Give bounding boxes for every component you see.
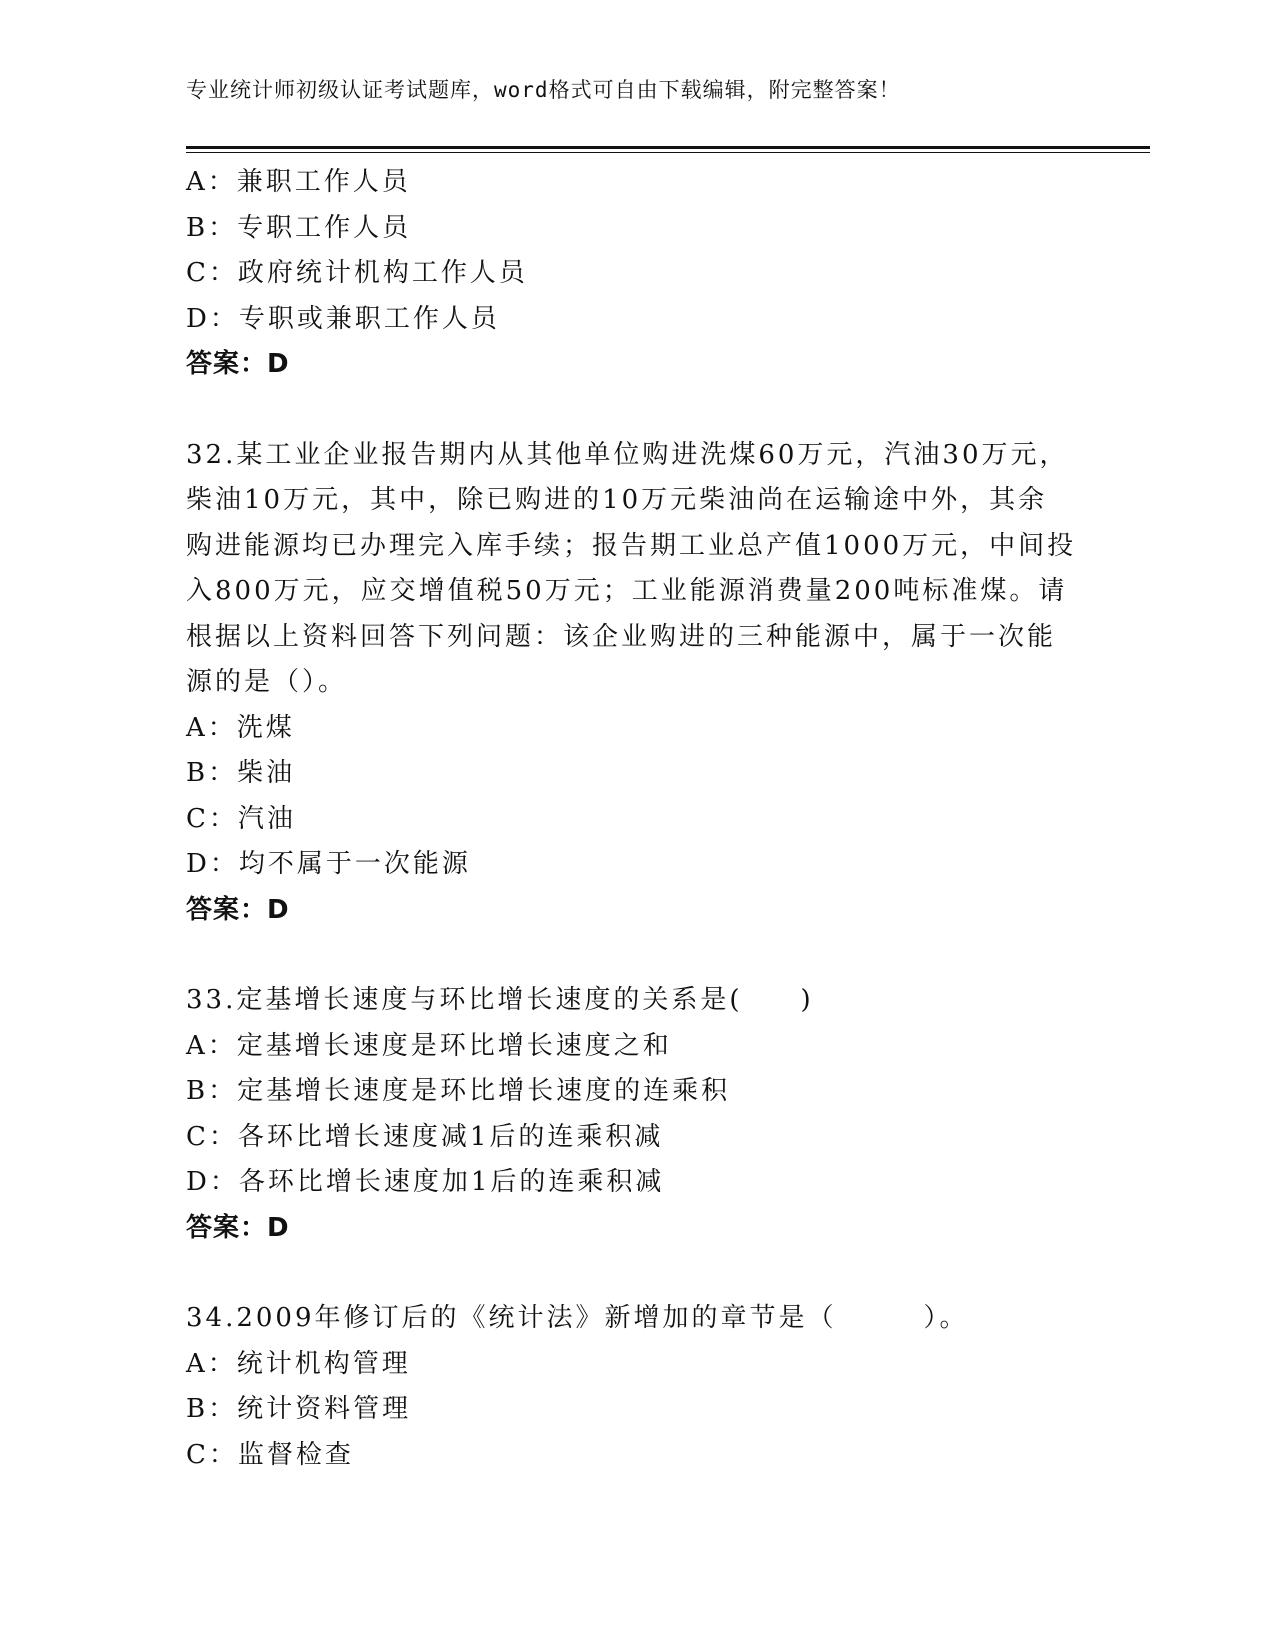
option-b: B：柴油 — [186, 758, 296, 788]
question-33 — [186, 978, 1076, 1251]
option-a: A：统计机构管理 — [186, 1348, 411, 1379]
question-stem-line: 33.定基增长速度与环比增长速度的关系是( ) — [186, 985, 814, 1015]
option-b: B：统计资料管理 — [186, 1394, 412, 1424]
header-rule-thick — [186, 146, 1150, 149]
option-d: D：专职或兼职工作人员 — [186, 303, 500, 334]
document-body — [186, 160, 1076, 1478]
answer: 答案：D — [186, 894, 290, 925]
option-b: B：专职工作人员 — [186, 212, 412, 243]
question-stem-line: 34.2009年修订后的《统计法》新增加的章节是（ ）。 — [186, 1303, 969, 1333]
option-a: A：定基增长速度是环比增长速度之和 — [186, 1030, 672, 1061]
option-a: A：兼职工作人员 — [186, 167, 411, 197]
question-stem-line: 32.某工业企业报告期内从其他单位购进洗煤60万元，汽油30万元， — [186, 439, 1069, 470]
option-c: C：政府统计机构工作人员 — [186, 258, 528, 288]
question-stem-line: 入800万元，应交增值税50万元；工业能源消费量200吨标准煤。请 — [186, 576, 1068, 606]
question-stem-line: 购进能源均已办理完入库手续；报告期工业总产值1000万元，中间投 — [186, 530, 1077, 561]
question-stem-line: 根据以上资料回答下列问题：该企业购进的三种能源中，属于一次能 — [186, 621, 1057, 652]
answer: 答案：D — [186, 349, 290, 379]
option-c: C：各环比增长速度减1后的连乘积减 — [186, 1121, 664, 1152]
option-a: A：洗煤 — [186, 712, 295, 743]
question-34 — [186, 1296, 1076, 1478]
question-stem-line: 源的是（）。 — [186, 667, 348, 697]
answer: 答案：D — [186, 1212, 290, 1243]
question-31-continued — [186, 160, 1076, 388]
option-d: D：各环比增长速度加1后的连乘积减 — [186, 1167, 665, 1197]
question-stem-line: 柴油10万元，其中，除已购进的10万元柴油尚在运输途中外，其余 — [186, 485, 1048, 515]
header-rule-thin — [186, 152, 1150, 153]
page-header: 专业统计师初级认证考试题库，word格式可自由下载编辑，附完整答案！ — [186, 78, 901, 102]
option-c: C：监督检查 — [186, 1439, 354, 1470]
option-c: C：汽油 — [186, 803, 296, 834]
question-32 — [186, 433, 1076, 934]
option-d: D：均不属于一次能源 — [186, 849, 471, 879]
option-b: B：定基增长速度是环比增长速度的连乘积 — [186, 1076, 731, 1106]
